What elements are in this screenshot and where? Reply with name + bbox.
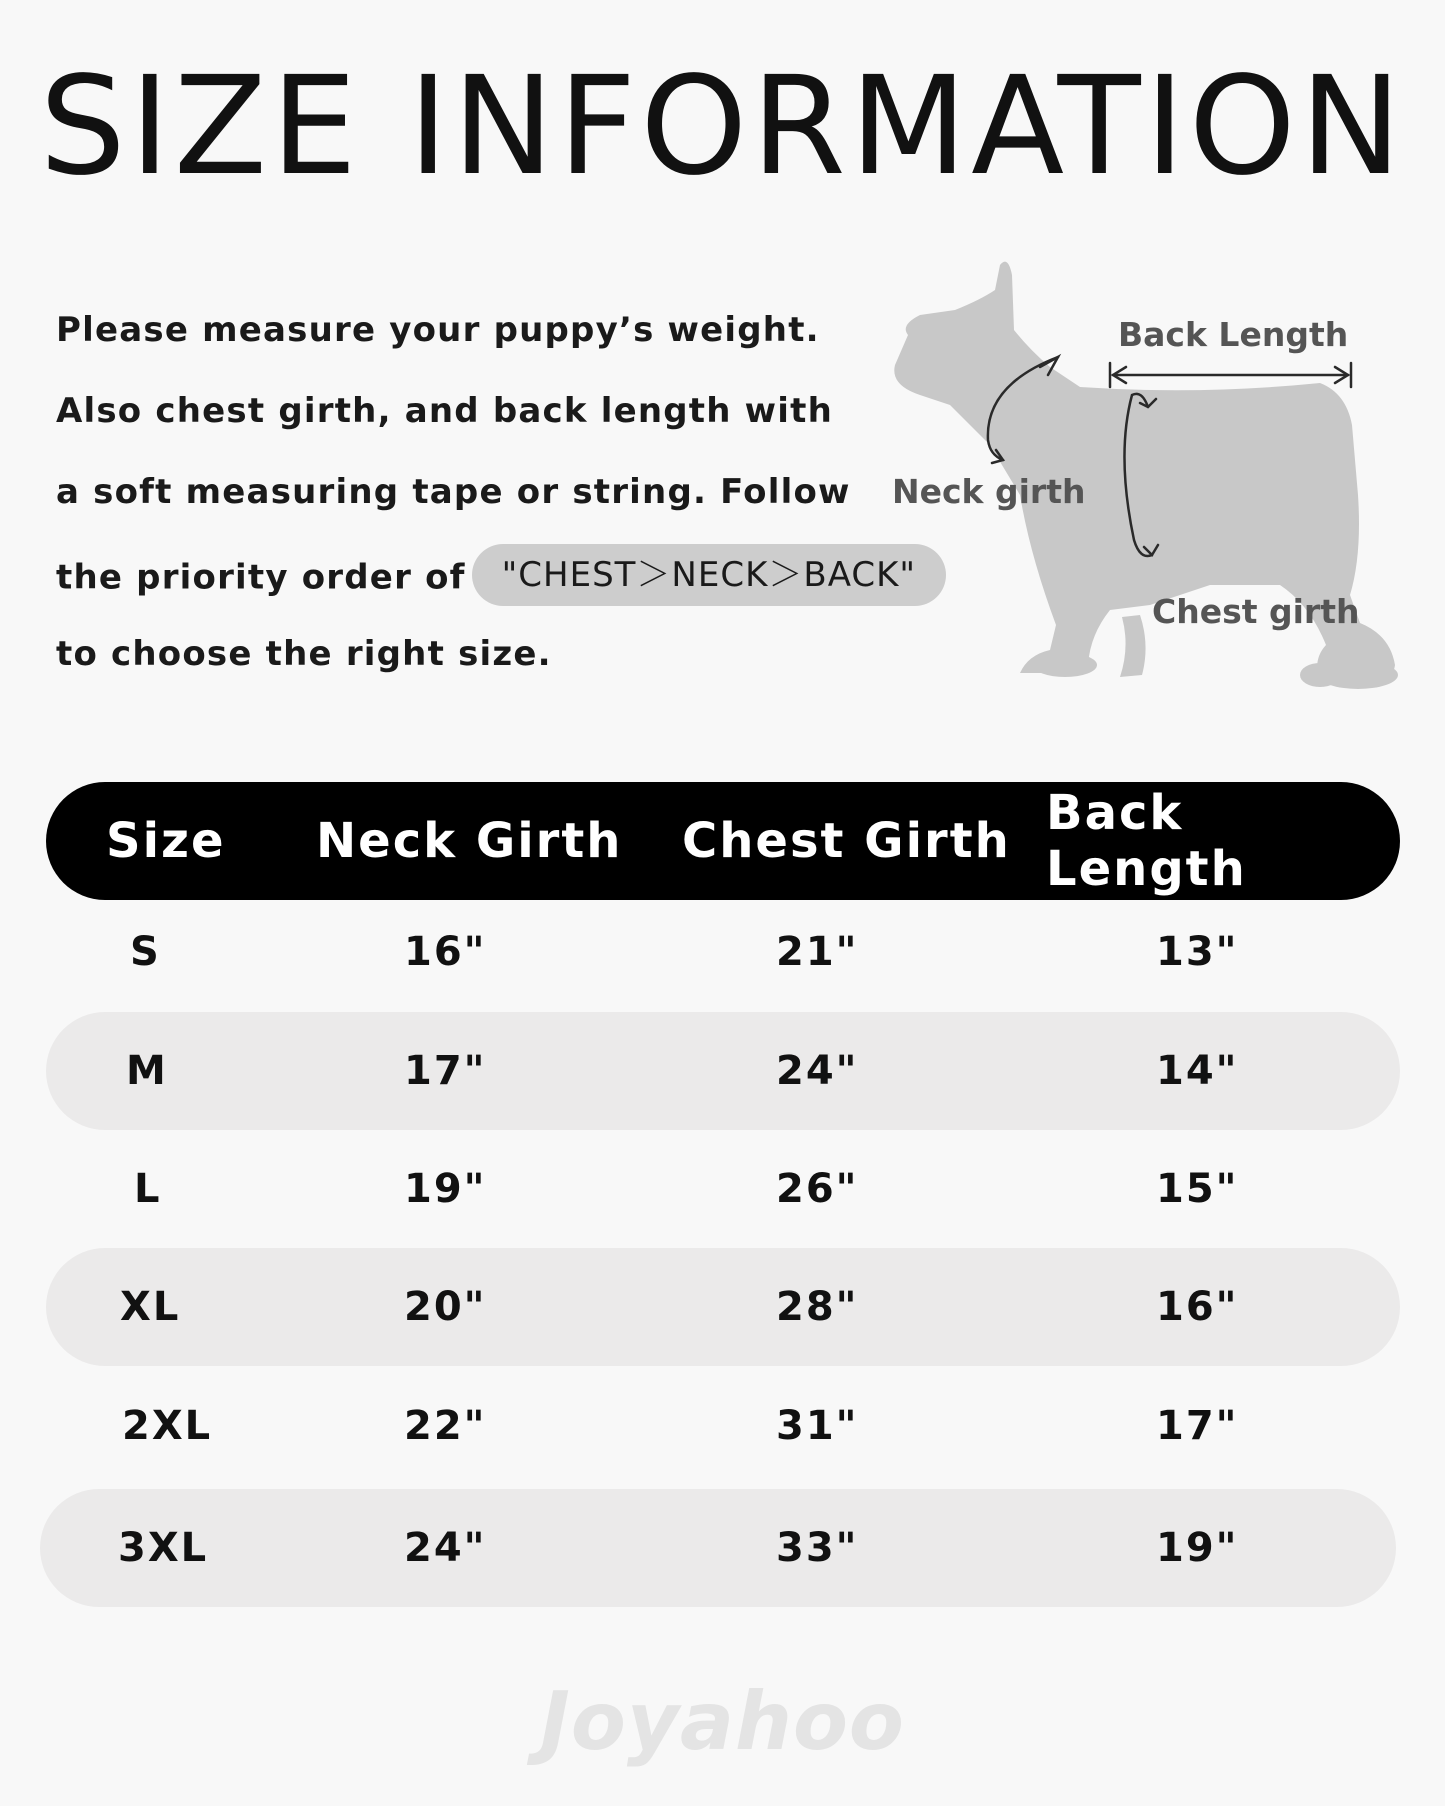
table-row: [46, 1130, 1400, 1248]
size-cell: 3XL: [118, 1525, 209, 1571]
back-cell: 19": [1156, 1525, 1239, 1571]
header-neck-girth: Neck Girth: [316, 813, 623, 869]
size-cell: XL: [120, 1284, 181, 1330]
instruction-line-priority: [56, 548, 946, 629]
chest-cell: 31": [776, 1403, 859, 1449]
instruction-line: a soft measuring tape or string. Follow: [56, 472, 851, 512]
neck-cell: 20": [404, 1284, 487, 1330]
chest-girth-label: Chest girth: [1152, 592, 1360, 631]
neck-cell: 24": [404, 1525, 487, 1571]
chest-cell: 21": [776, 929, 859, 975]
neck-cell: 16": [404, 929, 487, 975]
size-cell: M: [126, 1048, 168, 1094]
neck-girth-label: Neck girth: [892, 472, 1086, 511]
table-row: [40, 1489, 1396, 1607]
brand-logo: Joyahoo: [540, 1675, 905, 1768]
back-length-label: Back Length: [1118, 315, 1349, 354]
back-cell: 16": [1156, 1284, 1239, 1330]
neck-cell: 17": [404, 1048, 487, 1094]
table-row: [46, 1248, 1400, 1366]
header-chest-girth: Chest Girth: [682, 813, 1011, 869]
table-row: [46, 893, 1400, 1011]
priority-order-badge: "CHEST＞NECK＞BACK": [472, 544, 946, 606]
back-cell: 15": [1156, 1166, 1239, 1212]
back-cell: 13": [1156, 929, 1239, 975]
dog-measurement-diagram: [880, 255, 1420, 705]
neck-cell: 19": [404, 1166, 487, 1212]
table-row: [46, 1367, 1400, 1485]
instruction-line: Also chest girth, and back length with: [56, 391, 833, 431]
page-title: SIZE INFORMATION: [39, 48, 1406, 206]
size-cell: S: [130, 929, 161, 975]
instructions: [56, 305, 946, 710]
size-cell: 2XL: [122, 1403, 213, 1449]
chest-cell: 26": [776, 1166, 859, 1212]
header-back-length: Back Length: [1046, 785, 1247, 897]
instruction-text: the priority order of: [56, 557, 466, 598]
size-cell: L: [134, 1166, 162, 1212]
back-cell: 17": [1156, 1403, 1239, 1449]
neck-cell: 22": [404, 1403, 487, 1449]
table-row: [46, 1012, 1400, 1130]
back-cell: 14": [1156, 1048, 1239, 1094]
chest-cell: 24": [776, 1048, 859, 1094]
chest-cell: 33": [776, 1525, 859, 1571]
instruction-line: to choose the right size.: [56, 634, 552, 674]
instruction-line: Please measure your puppy’s weight.: [56, 310, 820, 350]
chest-cell: 28": [776, 1284, 859, 1330]
table-header: [46, 782, 1400, 900]
header-size: Size: [106, 813, 226, 869]
